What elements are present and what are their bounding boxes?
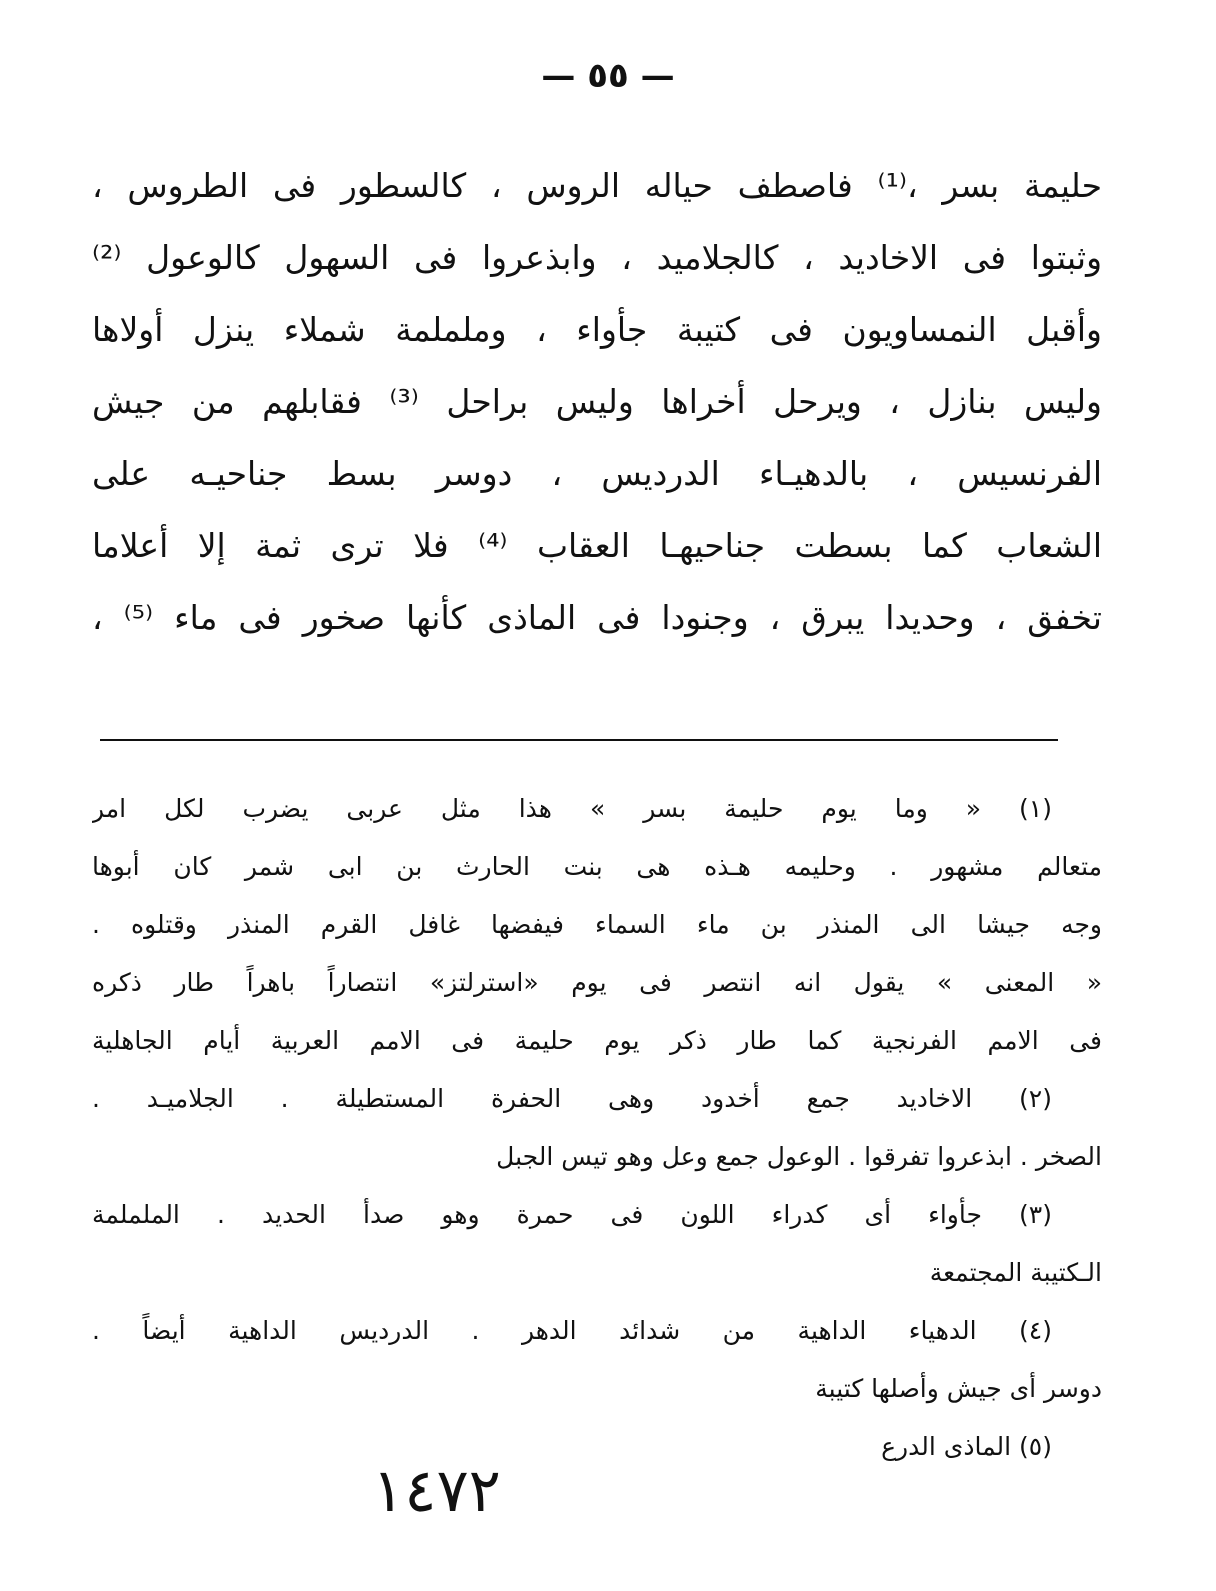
- footnote-line: الصخر . ابذعروا تفرقوا . الوعول جمع وعل وهو تيس الجبل: [496, 1142, 1102, 1171]
- footnote-line: « المعنى » يقول انه انتصر فى يوم «استرلتز» انتصاراً باهراً طار ذكره: [92, 968, 1102, 997]
- footnotes-block: [92, 780, 1102, 1476]
- footnote-line: (٣) جأواء أى كدراء اللون فى حمرة وهو صدأ الحديد . الململمة: [92, 1200, 1052, 1229]
- body-line: الشعاب كما بسطت جناحيهـا العقاب ⁽⁴⁾ فلا ترى ثمة إلا أعلاما: [92, 526, 1102, 565]
- footnote-line: متعالم مشهور . وحليمه هـذه هى بنت الحارث بن ابى شمر كان أبوها: [92, 852, 1102, 881]
- body-line: وأقبل النمساويون فى كتيبة جأواء ، وململمة شملاء ينزل أولاها: [92, 310, 1102, 349]
- body-line: وليس بنازل ، ويرحل أخراها وليس براحل ⁽³⁾ فقابلهم من جيش: [92, 382, 1102, 421]
- footnote-line: وجه جيشا الى المنذر بن ماء السماء فيفضها غافل القرم المنذر وقتلوه .: [92, 910, 1102, 939]
- body-line: تخفق ، وحديدا يبرق ، وجنودا فى الماذى كأنها صخور فى ماء ⁽⁵⁾ ،: [92, 598, 1102, 637]
- footnote-line: (١) « وما يوم حليمة بسر » هذا مثل عربى يضرب لكل امر: [92, 794, 1052, 823]
- body-line: الفرنسيس ، بالدهيـاء الدرديس ، دوسر بسط جناحيـه على: [92, 454, 1102, 493]
- body-line: حليمة بسر ،⁽¹⁾ فاصطف حياله الروس ، كالسطور فى الطروس ،: [92, 166, 1102, 205]
- main-text-block: [92, 150, 1102, 654]
- footnote-line: (٤) الدهياء الداهية من شدائد الدهر . الدرديس الداهية أيضاً .: [92, 1316, 1052, 1345]
- footnote-line: الـكتيبة المجتمعة: [929, 1258, 1102, 1287]
- body-line: وثبتوا فى الاخاديد ، كالجلاميد ، وابذعروا فى السهول كالوعول ⁽²⁾: [92, 238, 1102, 277]
- footnote-line: فى الامم الفرنجية كما طار ذكر يوم حليمة فى الامم العربية أيام الجاهلية: [92, 1026, 1102, 1055]
- footnote-line: (٢) الاخاديد جمع أخدود وهى الحفرة المستطيلة . الجلاميـد .: [92, 1084, 1052, 1113]
- page-number: — ٥٥ —: [541, 56, 675, 96]
- footnote-line: (٥) الماذى الدرع: [881, 1432, 1052, 1461]
- footnote-line: دوسر أى جيش وأصلها كتيبة: [815, 1374, 1102, 1403]
- footnote-separator: [100, 739, 1058, 741]
- handwritten-number: ١٤٧٢: [372, 1456, 501, 1526]
